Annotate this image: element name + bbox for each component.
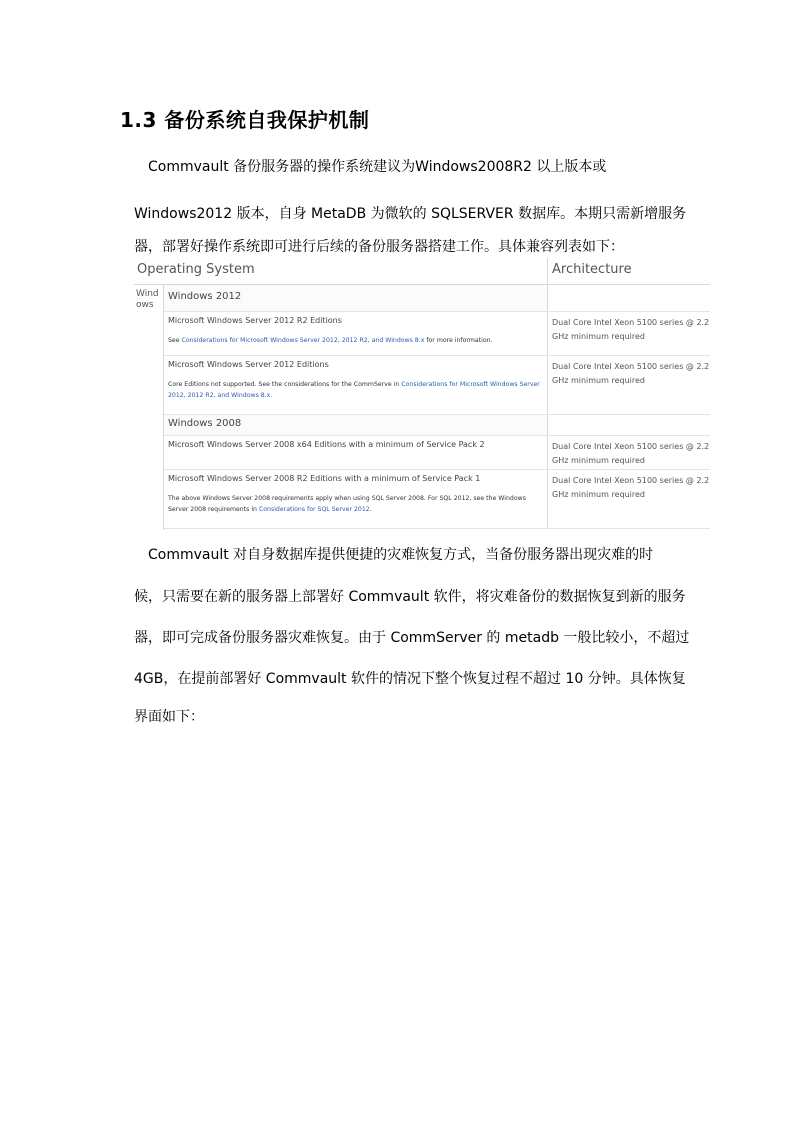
- os-edition: Microsoft Windows Server 2012 R2 Editions: [168, 316, 342, 325]
- os-note: Core Editions not supported. See the considerations for the CommServe in Considerations for Microsoft Windows Server 2012, 2012 R2, and Windows 8.x.: [168, 381, 540, 399]
- recovery-line-2: 候，只需要在新的服务器上部署好 Commvault 软件，将灾难备份的数据恢复到新的服务: [134, 589, 686, 605]
- architecture-requirement: Dual Core Intel Xeon 5100 series @ 2.2 GHz minimum required: [552, 476, 710, 499]
- os-edition: Microsoft Windows Server 2008 R2 Editions with a minimum of Service Pack 1: [168, 474, 481, 483]
- group-name: Windows 2008: [168, 418, 242, 429]
- considerations-link[interactable]: Considerations for Microsoft Windows Server 2012, 2012 R2, and Windows 8.x: [181, 337, 425, 344]
- considerations-link[interactable]: Considerations for Microsoft Windows Server 2012, 2012 R2, and Windows 8.x.: [168, 381, 540, 399]
- section-heading: 1.3 备份系统自我保护机制: [120, 108, 370, 132]
- os-edition: Microsoft Windows Server 2008 x64 Editions with a minimum of Service Pack 2: [168, 440, 485, 449]
- architecture-requirement: Dual Core Intel Xeon 5100 series @ 2.2 GHz minimum required: [552, 318, 710, 341]
- group-band-windows-2008: [164, 415, 710, 436]
- recovery-line-4: 4GB，在提前部署好 Commvault 软件的情况下整个恢复过程不超过 10 分钟。具体恢复: [134, 671, 686, 687]
- architecture-requirement: Dual Core Intel Xeon 5100 series @ 2.2 GHz minimum required: [552, 442, 710, 465]
- table-row: [164, 312, 710, 356]
- table-row: [164, 470, 710, 529]
- architecture-column-header: Architecture: [548, 258, 710, 285]
- architecture-requirement: Dual Core Intel Xeon 5100 series @ 2.2 GHz minimum required: [552, 362, 710, 385]
- group-name: Windows 2012: [168, 291, 242, 302]
- intro-line-1: Commvault 备份服务器的操作系统建议为Windows2008R2 以上版本或: [148, 159, 607, 175]
- os-column-header: Operating System: [134, 258, 548, 285]
- os-edition: Microsoft Windows Server 2012 Editions: [168, 360, 329, 369]
- intro-line-3: 器，部署好操作系统即可进行后续的备份服务器搭建工作。具体兼容列表如下：: [134, 239, 624, 255]
- os-note: The above Windows Server 2008 requirements apply when using SQL Server 2008. For SQL 2012, see the Windows Server 2008 requirements in Considerations for SQL Server 2012.: [168, 495, 526, 513]
- intro-line-2: Windows2012 版本，自身 MetaDB 为微软的 SQLSERVER 数据库。本期只需新增服务: [134, 206, 687, 222]
- recovery-line-5: 界面如下：: [134, 709, 204, 725]
- compatibility-table: [134, 258, 710, 530]
- os-note: See Considerations for Microsoft Windows Server 2012, 2012 R2, and Windows 8.x for more information.: [168, 337, 493, 344]
- recovery-line-1: Commvault 对自身数据库提供便捷的灾难恢复方式，当备份服务器出现灾难的时: [148, 547, 654, 563]
- platform-label: Windows: [134, 285, 164, 530]
- recovery-line-3: 器，即可完成备份服务器灾难恢复。由于 CommServer 的 metadb 一般比较小，不超过: [134, 630, 690, 646]
- group-band-windows-2012: [164, 285, 710, 312]
- table-row: [164, 436, 710, 470]
- considerations-link[interactable]: Considerations for SQL Server 2012: [258, 506, 370, 513]
- table-row: [164, 356, 710, 415]
